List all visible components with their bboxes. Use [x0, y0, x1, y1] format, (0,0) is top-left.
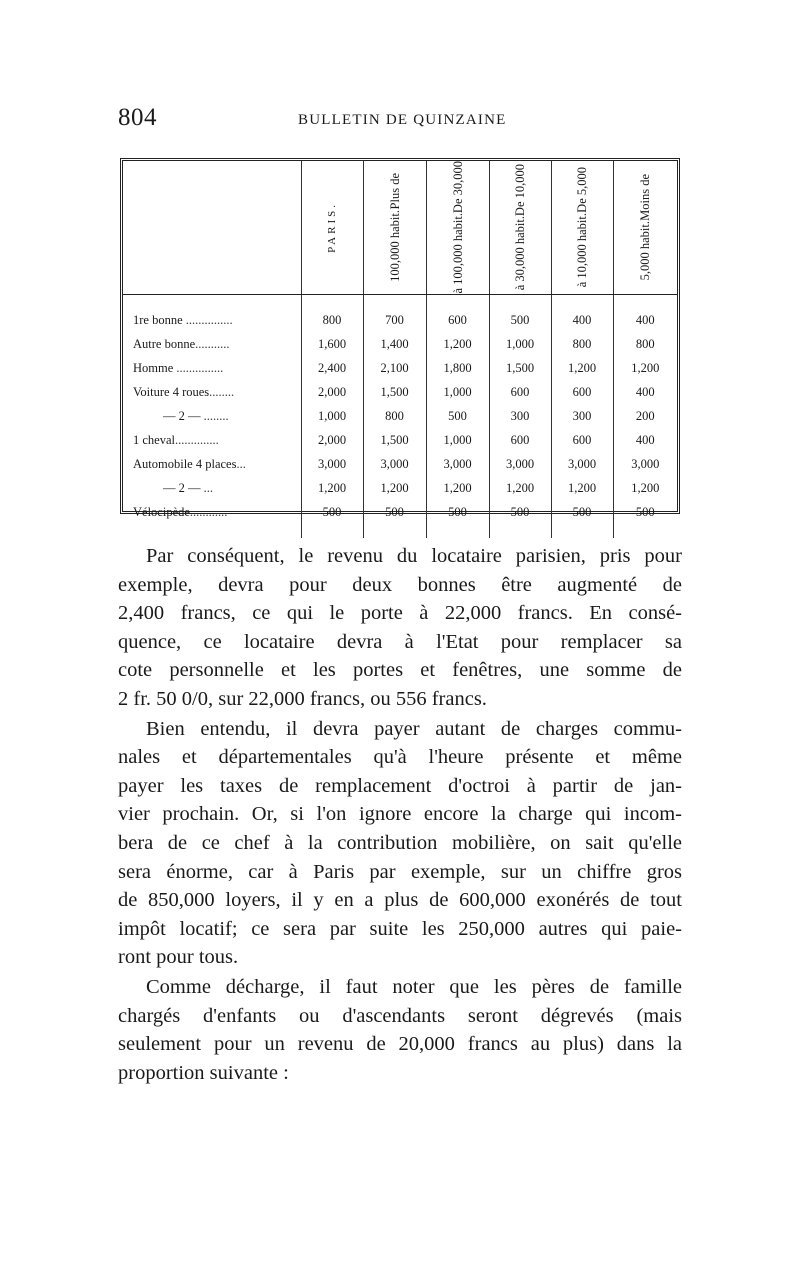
column-header-line: à 100,000 habit. [450, 213, 465, 294]
column-header-line: De 5,000 [575, 167, 589, 214]
table-cell: 1,000 [489, 332, 551, 356]
table-cell: 800 [613, 332, 677, 356]
table-cell: 1,200 [489, 476, 551, 500]
table-cell: 200 [613, 404, 677, 428]
table-cell: 300 [489, 404, 551, 428]
table-cell: 400 [613, 308, 677, 332]
table-cell: 600 [426, 308, 489, 332]
column-header-10000-30000 [489, 161, 551, 294]
table-cell: 2,100 [363, 356, 426, 380]
paragraph [118, 715, 682, 972]
table-cell: 3,000 [613, 452, 677, 476]
text-line: quence, ce locataire devra à l'Etat pour remplacer sa [118, 630, 682, 653]
column-header-30000-100000 [426, 161, 489, 294]
table-cell: 1,800 [426, 356, 489, 380]
column-header-line: De 10,000 [513, 164, 527, 217]
column-header-over-100000 [363, 161, 426, 294]
table-cell: 2,400 [301, 356, 363, 380]
table-cell: 800 [301, 308, 363, 332]
table-cell: 1,200 [613, 476, 677, 500]
table-cell: 1,600 [301, 332, 363, 356]
text-line: 2,400 francs, ce qui le porte à 22,000 francs. En consé- [118, 602, 682, 625]
table-cell: 3,000 [363, 452, 426, 476]
table-cell: 3,000 [551, 452, 613, 476]
text-line: nales et départementales qu'à l'heure présente et même [118, 746, 682, 769]
table-cell: 1,200 [613, 356, 677, 380]
text-line: bera de ce chef à la contribution mobilière, on sait qu'elle [118, 831, 682, 854]
table-cell: 800 [551, 332, 613, 356]
row-label: Automobile 4 places... [133, 456, 246, 471]
table-cell: 1,200 [426, 332, 489, 356]
text-line: payer les taxes de remplacement d'octroi à partir de jan- [118, 774, 682, 797]
page-number: 804 [118, 104, 157, 131]
text-line: cote personnelle et les portes et fenêtres, une somme de [118, 659, 682, 682]
table-row [123, 356, 677, 380]
table-cell: 1,200 [551, 476, 613, 500]
row-label: 1re bonne ............... [133, 312, 233, 327]
table-cell: 3,000 [489, 452, 551, 476]
row-label: — 2 — ... [163, 480, 213, 495]
table-cell: 300 [551, 404, 613, 428]
text-line: 2 fr. 50 0/0, sur 22,000 francs, ou 556 francs. [118, 687, 487, 710]
text-line: de 850,000 loyers, il y en a plus de 600,000 exonérés de tout [118, 889, 682, 912]
table-row [123, 404, 677, 428]
row-label: Vélocipède............ [133, 504, 228, 519]
table-cell: 600 [551, 380, 613, 404]
table-cell: 500 [426, 404, 489, 428]
running-title: BULLETIN DE QUINZAINE [298, 112, 507, 128]
table-cell: 3,000 [426, 452, 489, 476]
table-cell: 800 [363, 404, 426, 428]
table-cell: 400 [551, 308, 613, 332]
table-row [123, 452, 677, 476]
table-cell: 500 [613, 500, 677, 524]
text-line: ront pour tous. [118, 946, 239, 969]
text-line: seulement pour un revenu de 20,000 francs au plus) dans la [118, 1033, 682, 1056]
table-cell: 500 [363, 500, 426, 524]
text-line: Comme décharge, il faut noter que les pères de famille [146, 975, 682, 998]
table-cell: 1,200 [551, 356, 613, 380]
tax-table-frame [120, 158, 680, 519]
table-cell: 1,000 [426, 428, 489, 452]
table-cell: 2,000 [301, 380, 363, 404]
table-cell: 600 [489, 380, 551, 404]
table-cell: 1,500 [363, 428, 426, 452]
column-header-line: à 30,000 habit. [513, 216, 527, 291]
column-header-label: PARIS. [326, 201, 338, 253]
table-cell: 500 [551, 500, 613, 524]
column-header-line: 5,000 habit. [638, 221, 653, 281]
table-cell: 1,200 [426, 476, 489, 500]
table-cell: 1,000 [301, 404, 363, 428]
table-cell: 400 [613, 428, 677, 452]
text-line: impôt locatif; ce sera par suite les 250,000 autres qui paie- [118, 917, 682, 940]
column-header-line: De 30,000 [450, 161, 465, 214]
table-spacer-row [123, 524, 677, 538]
row-label: — 2 — ........ [163, 408, 229, 423]
header-blank [123, 161, 301, 294]
text-line: Bien entendu, il devra payer autant de charges commu- [146, 717, 682, 740]
table-cell: 500 [489, 500, 551, 524]
table-row [123, 428, 677, 452]
table-row [123, 476, 677, 500]
column-header-paris [301, 161, 363, 294]
paragraph [118, 973, 682, 1087]
body-text [118, 542, 682, 1087]
row-label: Autre bonne........... [133, 336, 230, 351]
text-line: vier prochain. Or, si l'on ignore encore la charge qui incom- [118, 803, 682, 826]
table-cell: 1,500 [489, 356, 551, 380]
table-spacer-row [123, 294, 677, 308]
column-header-under-5000 [613, 161, 677, 294]
table-row [123, 308, 677, 332]
paragraph [118, 542, 682, 714]
text-line: exemple, devra pour deux bonnes être augmenté de [118, 573, 682, 596]
column-header-5000-10000 [551, 161, 613, 294]
column-header-line: Plus de [387, 173, 402, 210]
table-cell: 3,000 [301, 452, 363, 476]
table-row [123, 500, 677, 524]
table-cell: 1,000 [426, 380, 489, 404]
text-line: Par conséquent, le revenu du locataire parisien, pris pour [146, 545, 682, 567]
table-row [123, 332, 677, 356]
table-cell: 1,400 [363, 332, 426, 356]
column-header-line: Moins de [638, 174, 653, 222]
row-label: 1 cheval.............. [133, 432, 219, 447]
table-cell: 1,200 [301, 476, 363, 500]
table-cell: 2,000 [301, 428, 363, 452]
table-cell: 600 [489, 428, 551, 452]
table-row [123, 380, 677, 404]
tax-table [123, 161, 677, 538]
table-cell: 600 [551, 428, 613, 452]
table-cell: 1,200 [363, 476, 426, 500]
column-header-line: à 10,000 habit. [575, 213, 589, 288]
table-header-row [123, 161, 677, 294]
row-label: Voiture 4 roues........ [133, 384, 235, 399]
text-line: proportion suivante : [118, 1061, 289, 1084]
table-cell: 500 [426, 500, 489, 524]
text-line: sera énorme, car à Paris par exemple, sur un chiffre gros [118, 860, 682, 883]
table-cell: 400 [613, 380, 677, 404]
table-cell: 1,500 [363, 380, 426, 404]
table-cell: 700 [363, 308, 426, 332]
table-cell: 500 [489, 308, 551, 332]
row-label: Homme ............... [133, 360, 224, 375]
table-cell: 500 [301, 500, 363, 524]
text-line: chargés d'enfants ou d'ascendants seront dégrevés (mais [118, 1004, 682, 1027]
column-header-line: 100,000 habit. [387, 209, 402, 282]
